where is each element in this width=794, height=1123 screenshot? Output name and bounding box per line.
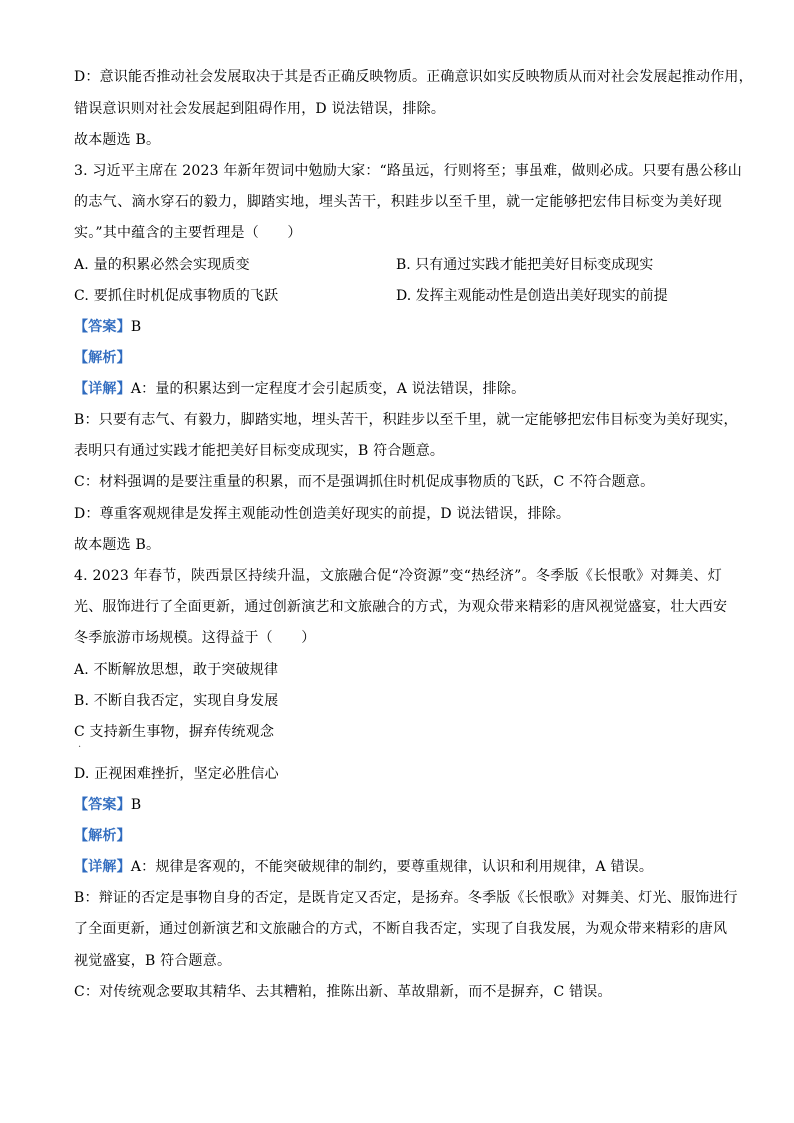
option-b: B. 只有通过实践才能把美好目标变成现实 [396,257,654,273]
text-line: C：对传统观念要取其精华、去其糟粕，推陈出新、革故鼎新，而不是摒弃，C 错误。 [74,984,612,1000]
text-line: B：辩证的否定是事物自身的否定，是既肯定又否定，是扬弃。冬季版《长恨歌》对舞美、灯光、服饰进行 [74,890,738,906]
analysis-heading [74,349,131,367]
question-3-stem: 3. 习近平主席在 2023 年新年贺词中勉励大家：“路虽远，行则将至；事虽难，做则必成。只要有愚公移山 [74,163,742,179]
option-b: B. 不断自我否定，实现自身发展 [74,693,279,709]
answer-line [74,796,141,814]
answer-value: B [130,319,142,335]
option-d: D. 正视困难挫折，坚定必胜信心 [74,766,279,782]
question-3-stem: 的志气、滴水穿石的毅力，脚踏实地，埋头苦干，积跬步以至千里，就一定能够把宏伟目标变为美好现 [74,194,722,210]
detail-text: A：量的积累达到一定程度才会引起质变，A 说法错误，排除。 [130,381,526,397]
answer-label: 【答案】 [74,319,131,335]
analysis-label: 【解析】 [74,350,131,366]
detail-line [74,380,525,398]
text-line: 了全面更新，通过创新演艺和文旅融合的方式，不断自我否定，实现了自我发展，为观众带来精彩的唐风 [74,921,728,937]
text-line: D：尊重客观规律是发挥主观能动性创造美好现实的前提，D 说法错误，排除。 [74,506,571,522]
option-d: D. 发挥主观能动性是创造出美好现实的前提 [396,288,668,304]
stray-dot: · [78,742,82,753]
analysis-heading [74,827,131,845]
text-line: 视觉盛宴，B 符合题意。 [74,953,232,969]
text-line: 错误意识则对社会发展起到阻碍作用，D 说法错误，排除。 [74,101,446,117]
question-4-stem: 4. 2023 年春节，陕西景区持续升温，文旅融合促“冷资源”变“热经济”。冬季版《长恨歌》对舞美、灯 [74,568,722,584]
answer-value: B [130,797,142,813]
text-line: D：意识能否推动社会发展取决于其是否正确反映物质。正确意识如实反映物质从而对社会发展起推动作用， [74,69,753,85]
option-c: C. 要抓住时机促成事物质的飞跃 [74,288,279,304]
detail-label: 【详解】 [74,859,131,875]
option-a: A. 量的积累必然会实现质变 [74,257,250,273]
answer-label: 【答案】 [74,797,131,813]
analysis-label: 【解析】 [74,828,131,844]
question-4-stem: 光、服饰进行了全面更新，通过创新演艺和文旅融合的方式，为观众带来精彩的唐风视觉盛宴，壮大西安 [74,599,728,615]
detail-text: A：规律是客观的，不能突破规律的制约，要尊重规律，认识和利用规律，A 错误。 [130,859,654,875]
detail-label: 【详解】 [74,381,131,397]
detail-line [74,858,653,876]
text-line: 故本题选 B。 [74,537,161,553]
option-c: C 支持新生事物，摒弃传统观念 [74,724,275,740]
text-line: C：材料强调的是要注重量的积累，而不是强调抓住时机促成事物质的飞跃，C 不符合题意。 [74,474,655,490]
answer-line [74,318,141,336]
option-a: A. 不断解放思想，敢于突破规律 [74,662,279,678]
text-line: B：只要有志气、有毅力，脚踏实地，埋头苦干，积跬步以至千里，就一定能够把宏伟目标变为美好现实， [74,412,738,428]
text-line: 表明只有通过实践才能把美好目标变成现实，B 符合题意。 [74,443,445,459]
question-3-stem: 实。”其中蕴含的主要哲理是（ ） [74,225,302,241]
text-line: 故本题选 B。 [74,132,161,148]
question-4-stem: 冬季旅游市场规模。这得益于（ ） [74,630,316,646]
